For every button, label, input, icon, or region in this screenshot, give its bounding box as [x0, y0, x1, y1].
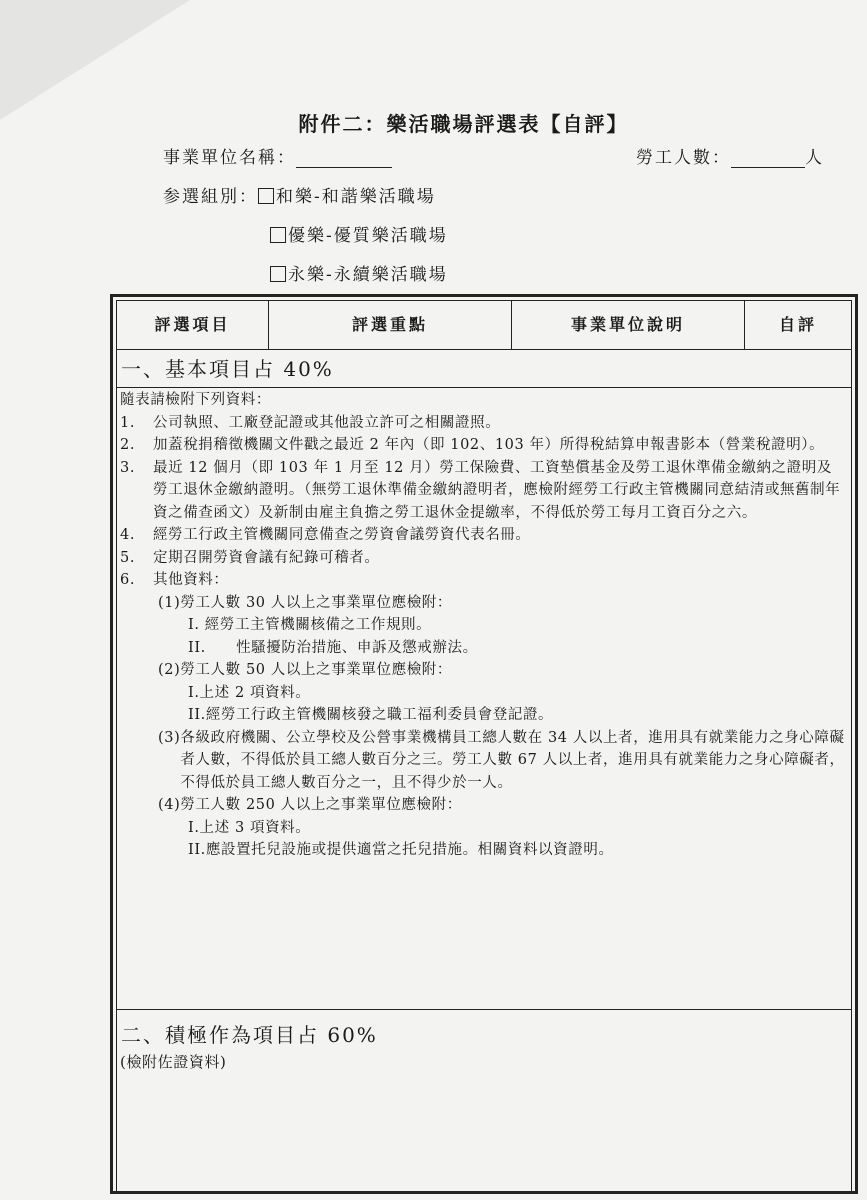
- section1-divider: [117, 387, 851, 388]
- list-item: 5. 定期召開勞資會議有紀錄可稽者。: [120, 549, 380, 566]
- col-header-description: 事業單位說明: [512, 301, 745, 349]
- section1-title: 一、基本項目占 40%: [121, 357, 334, 381]
- form-title: 附件二：樂活職場評選表【自評】: [298, 112, 629, 136]
- category-row-1: [163, 182, 436, 207]
- category-option-3: 永樂-永續樂活職場: [288, 265, 448, 285]
- section2-divider: [117, 1009, 851, 1010]
- sub-item: (4)勞工人數 250 人以上之事業單位應檢附：: [158, 797, 462, 813]
- sub-sub-item: I.上述 3 項資料。: [188, 819, 311, 836]
- section1-body: [120, 389, 847, 862]
- checkbox-category-1[interactable]: [258, 188, 274, 204]
- worker-count-unit: 人: [805, 148, 824, 168]
- section2-note: (檢附佐證資料): [120, 1053, 227, 1071]
- sub-item: (3) 各級政府機關、公立學校及公營事業機構員工總人數在 34 人以上者，進用具有就業能力之身心障礙者人數，不得低於員工總人數百分之三。勞工人數 67 人以上者，進用具有就業能力之身心障礙者，不得低於員工總人數百分之一，且不得少於一人。: [158, 729, 845, 791]
- list-item: 4. 經勞工行政主管機關同意備查之勞資會議勞資代表名冊。: [120, 527, 531, 543]
- sub-sub-item: II. 性騷擾防治措施、申訴及懲戒辦法。: [188, 639, 478, 656]
- category-option-1: 和樂-和諧樂活職場: [276, 187, 436, 207]
- section1-intro: 隨表請檢附下列資料：: [120, 392, 271, 408]
- worker-count-label: 勞工人數：: [636, 148, 731, 168]
- worker-count-row: [636, 143, 824, 168]
- section2-title: 二、積極作為項目占 60%: [121, 1023, 378, 1047]
- evaluation-table-inner: [116, 300, 852, 1191]
- page-fold-shadow: [0, 0, 190, 120]
- unit-name-row: [163, 143, 392, 168]
- sub-sub-item: I.上述 2 項資料。: [188, 684, 311, 701]
- col-header-focus: 評選重點: [269, 301, 512, 349]
- checkbox-category-2[interactable]: [270, 227, 286, 243]
- sub-item: (2)勞工人數 50 人以上之事業單位應檢附：: [158, 662, 453, 678]
- category-row-2: [270, 221, 448, 246]
- col-header-self-eval: 自評: [778, 315, 817, 334]
- list-item: 3. 最近 12 個月（即 103 年 1 月至 12 月）勞工保險費、工資墊償基金及勞工退休準備金繳納之證明及勞工退休金繳納證明。（無勞工退休準備金繳納證明者，應檢附經勞工行政主管機關同意結清或無舊制年資之備查函文）及新制由雇主負擔之勞工退休金提繳率，不得低於勞工每月工資百分之六。: [120, 459, 841, 521]
- worker-count-field[interactable]: [731, 149, 805, 168]
- table-header: [117, 301, 851, 350]
- sub-sub-item: II.應設置托兒設施或提供適當之托兒措施。相關資料以資證明。: [188, 842, 614, 858]
- unit-name-label: 事業單位名稱：: [163, 148, 296, 168]
- col-header-item: 評選項目: [117, 301, 269, 349]
- checkbox-category-3[interactable]: [270, 266, 286, 282]
- list-item: 6. 其他資料：: [120, 572, 229, 588]
- category-row-3: [270, 260, 448, 285]
- evaluation-table: [110, 294, 858, 1194]
- unit-name-field[interactable]: [296, 149, 392, 168]
- category-label: 参選組別：: [163, 187, 258, 207]
- list-item: 2. 加蓋稅捐稽徵機關文件戳之最近 2 年內（即 102、103 年）所得稅結算申報書影本（營業稅證明）。: [120, 437, 825, 453]
- sub-sub-item: I. 經勞工主管機關核備之工作規則。: [188, 617, 432, 633]
- sub-sub-item: II.經勞工行政主管機關核發之職工福利委員會登記證。: [188, 707, 554, 723]
- category-option-2: 優樂-優質樂活職場: [288, 226, 448, 246]
- list-item: 1. 公司執照、工廠登記證或其他設立許可之相關證照。: [120, 414, 501, 431]
- sub-item: (1)勞工人數 30 人以上之事業單位應檢附：: [158, 594, 453, 611]
